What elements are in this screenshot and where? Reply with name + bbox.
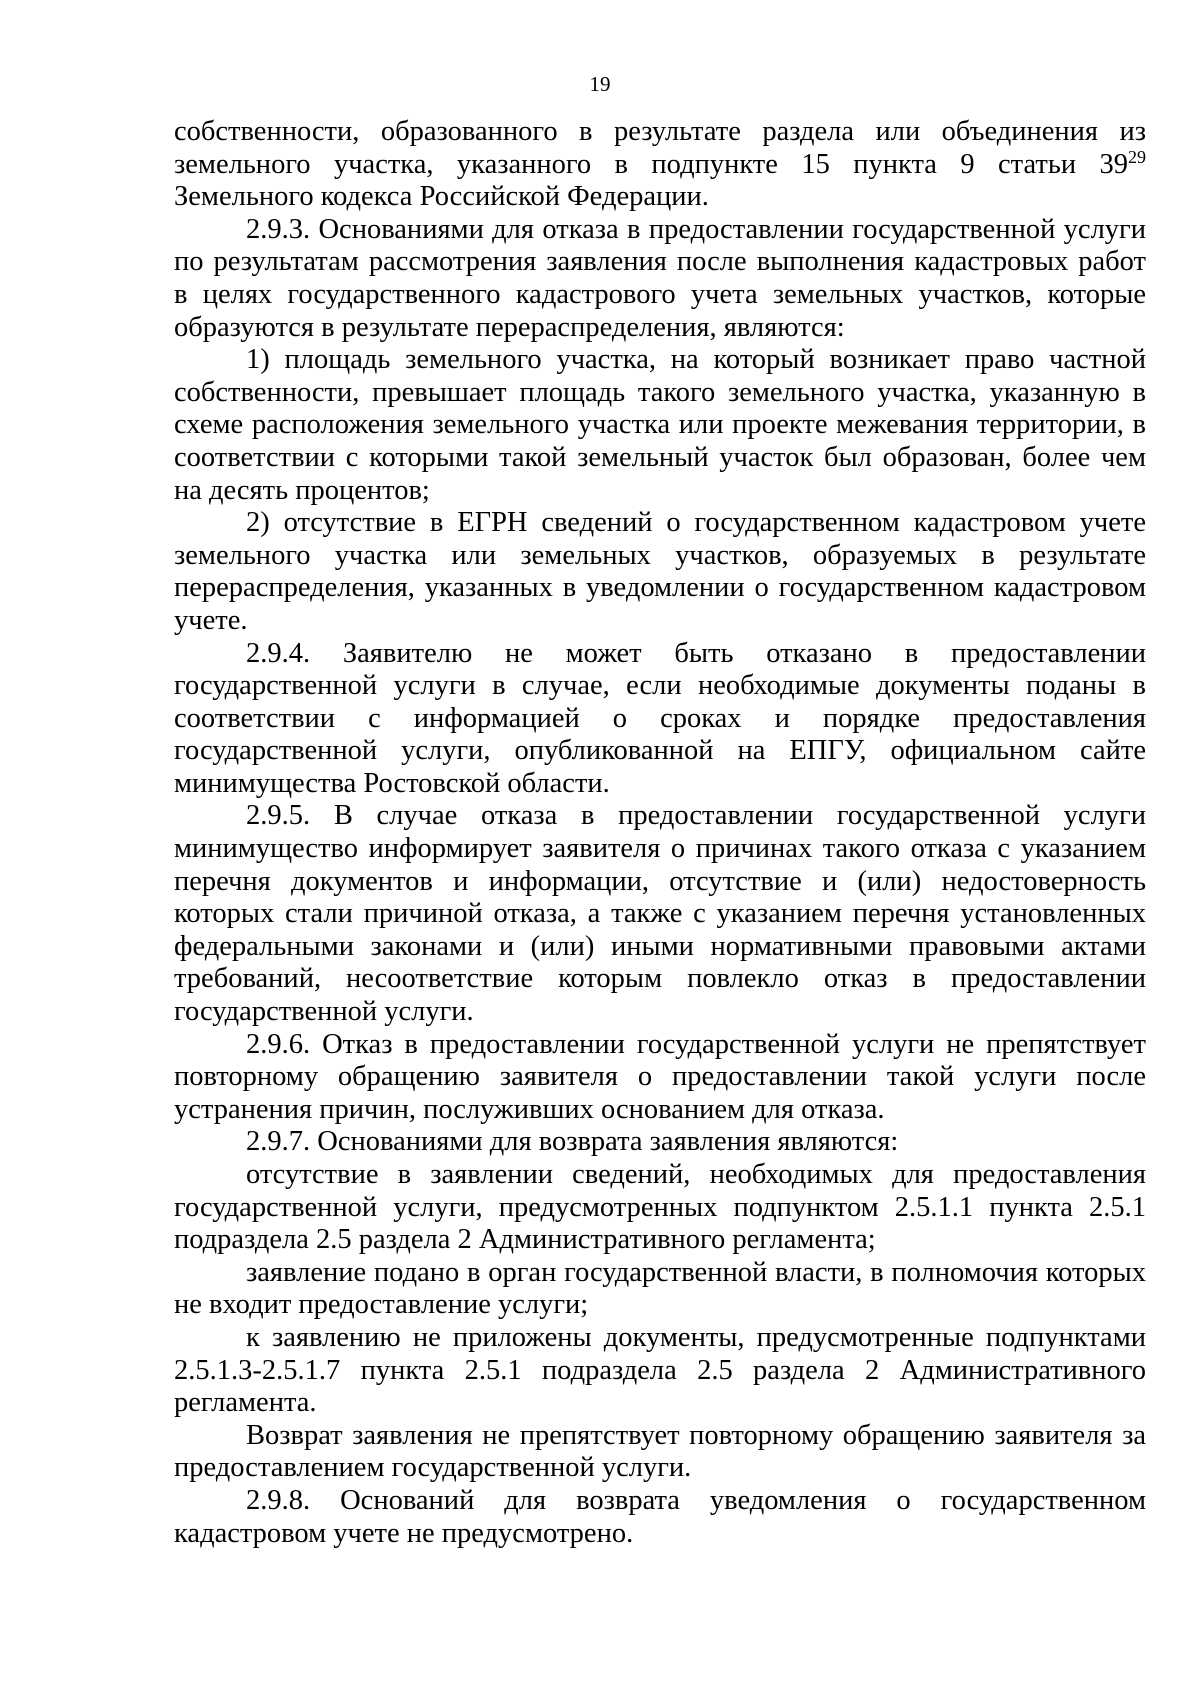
list-item-1: 1) площадь земельного участка, на который возникает право частной собственности, превышает площадь такого земельного участка, указанную в схеме расположения земельного участка или проекте межевания территории, в соответствии с которыми такой земельный участок был образован, более чем на десять процентов; bbox=[174, 344, 1146, 506]
paragraph-text: собственности, образованного в результате раздела или объединения из земельного участка, указанного в подпункте 15 пункта 9 статьи 39 bbox=[174, 116, 1146, 180]
paragraph-2-9-8: 2.9.8. Оснований для возврата уведомления о государственном кадастровом учете не предусмотрено. bbox=[174, 1484, 1146, 1549]
paragraph-text: Земельного кодекса Российской Федерации. bbox=[174, 181, 709, 213]
paragraph-return-note: Возврат заявления не препятствует повторному обращению заявителя за предоставлением государственной услуги. bbox=[174, 1419, 1146, 1484]
paragraph-2-9-4: 2.9.4. Заявителю не может быть отказано в предоставлении государственной услуги в случае, если необходимые документы поданы в соответствии с информацией о сроках и порядке предоставления государственной услуги, опубликованной на ЕПГУ, официальном сайте минимущества Ростовской области. bbox=[174, 637, 1146, 799]
paragraph-2-9-7: 2.9.7. Основаниями для возврата заявления являются: bbox=[246, 1126, 899, 1158]
return-ground-3: к заявлению не приложены документы, предусмотренные подпунктами 2.5.1.3-2.5.1.7 пункта 2.5.1 подраздела 2.5 раздела 2 Административного регламента. bbox=[174, 1321, 1146, 1419]
paragraph-2-9-6: 2.9.6. Отказ в предоставлении государственной услуги не препятствует повторному обращению заявителя о предоставлении такой услуги после устранения причин, послуживших основанием для отказа. bbox=[174, 1028, 1146, 1125]
return-ground-2: заявление подано в орган государственной власти, в полномочия которых не входит предоставление услуги; bbox=[174, 1256, 1146, 1321]
paragraph-continuation bbox=[174, 116, 1146, 214]
list-item-2: 2) отсутствие в ЕГРН сведений о государственном кадастровом учете земельного участка или земельных участков, образуемых в результате перераспределения, указанных в уведомлении о государственном кадастровом учете. bbox=[174, 507, 1146, 636]
document-body bbox=[174, 116, 1146, 1550]
footnote-reference: 29 bbox=[1128, 146, 1146, 167]
return-ground-1: отсутствие в заявлении сведений, необходимых для предоставления государственной услуги, предусмотренных подпунктом 2.5.1.1 пункта 2.5.1 подраздела 2.5 раздела 2 Административного регламента; bbox=[174, 1159, 1146, 1256]
page-number: 19 bbox=[589, 72, 611, 96]
paragraph-2-9-3: 2.9.3. Основаниями для отказа в предоставлении государственной услуги по результатам рассмотрения заявления после выполнения кадастровых работ в целях государственного кадастрового учета земельных участков, которые образуются в результате перераспределения, являются: bbox=[174, 213, 1146, 343]
paragraph-2-9-5: 2.9.5. В случае отказа в предоставлении государственной услуги минимущество информирует заявителя о причинах такого отказа с указанием перечня документов и информации, отсутствие и (или) недостоверность которых стали причиной отказа, а также с указанием перечня установленных федеральными законами и (или) иными нормативными правовыми актами требований, несоответствие которым повлекло отказ в предоставлении государственной услуги. bbox=[174, 800, 1146, 1028]
